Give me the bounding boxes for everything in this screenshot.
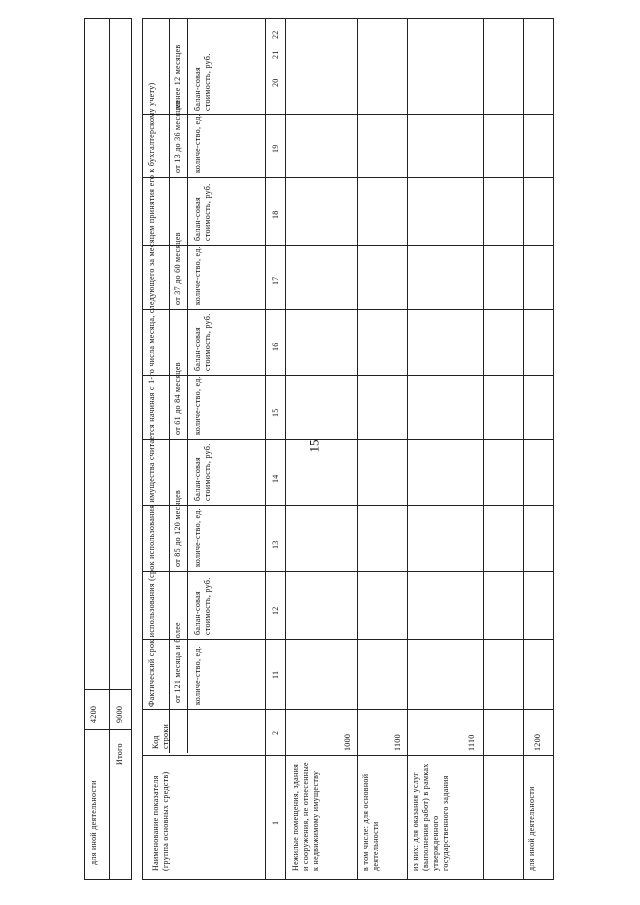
col-number: 22 [271,30,280,39]
qty-header-13: количе-ство, ед. [193,114,202,173]
row-name-state-assignment: из них: для оказания услуг (выполнения работ) в рамках утвержденного государственного задания [411,763,450,871]
col-number: 11 [271,670,280,679]
row-name-other-activity: для иной деятельности [527,786,536,871]
period-61-84: от 61 до 84 месяцев [173,362,182,435]
qty-header-121: количе-ство, ед. [193,646,202,705]
col-number: 1 [271,820,280,825]
qty-header-85: количе-ство, ед. [193,508,202,567]
col-number: 21 [271,50,280,59]
value-header-121: балан-совая стоимость, руб. [193,577,212,635]
page-number: 15 [306,439,322,453]
period-under-12: менее 12 месяцев [173,44,182,109]
col-number: 19 [271,144,280,153]
value-header-13: балан-совая стоимость, руб. [193,53,212,111]
row-code-1110: 1110 [467,734,476,751]
col-number: 2 [271,730,280,735]
total-row-label: Итого [115,743,124,765]
value-header-61: балан-совая стоимость, руб. [193,313,212,371]
row-code-1100: 1100 [393,734,402,751]
period-121-plus: от 121 месяца и более [173,622,182,703]
period-37-60: от 37 до 60 месяцев [173,232,182,305]
col-number: 18 [271,210,280,219]
qty-header-61: количе-ство, ед. [193,376,202,435]
row-name-nonresidential: Нежилые помещения, здания и сооружения, не отнесенные к недвижимому имуществу [291,762,320,871]
row-name-main-activity: в том числе: для основной деятельности [361,773,380,871]
code-column-header: Код строки [151,723,170,749]
previous-table [84,18,132,880]
col-number: 13 [271,540,280,549]
col-number: 12 [271,606,280,615]
name-column-header: Наименование показателя (группа основных средств) [151,771,170,871]
col-number: 16 [271,342,280,351]
previous-row-code: 4200 [89,705,98,723]
value-header-37: балан-совая стоимость, руб. [193,183,212,241]
total-row-code: 9000 [115,705,124,723]
previous-table-divider [109,19,110,879]
period-85-120: от 85 до 120 месяцев [173,489,182,567]
usage-period-group-title: Фактический срок использования (срок использования имущества считается начиная с 1-го числа месяца, следующего за месяцем принятия его к бухгалтерскому учету) [147,82,156,707]
qty-header-37: количе-ство, ед. [193,246,202,305]
row-code-1200: 1200 [533,733,542,751]
col-number: 14 [271,474,280,483]
period-13-36: от 13 до 36 месяцев [173,100,182,173]
col-number: 15 [271,408,280,417]
row-code-1000: 1000 [343,733,352,751]
value-header-85: балан-совая стоимость, руб. [193,443,212,501]
col-number: 20 [271,78,280,87]
col-number: 17 [271,276,280,285]
previous-row-label: для иной деятельности [89,780,98,865]
usage-period-table [142,18,554,880]
